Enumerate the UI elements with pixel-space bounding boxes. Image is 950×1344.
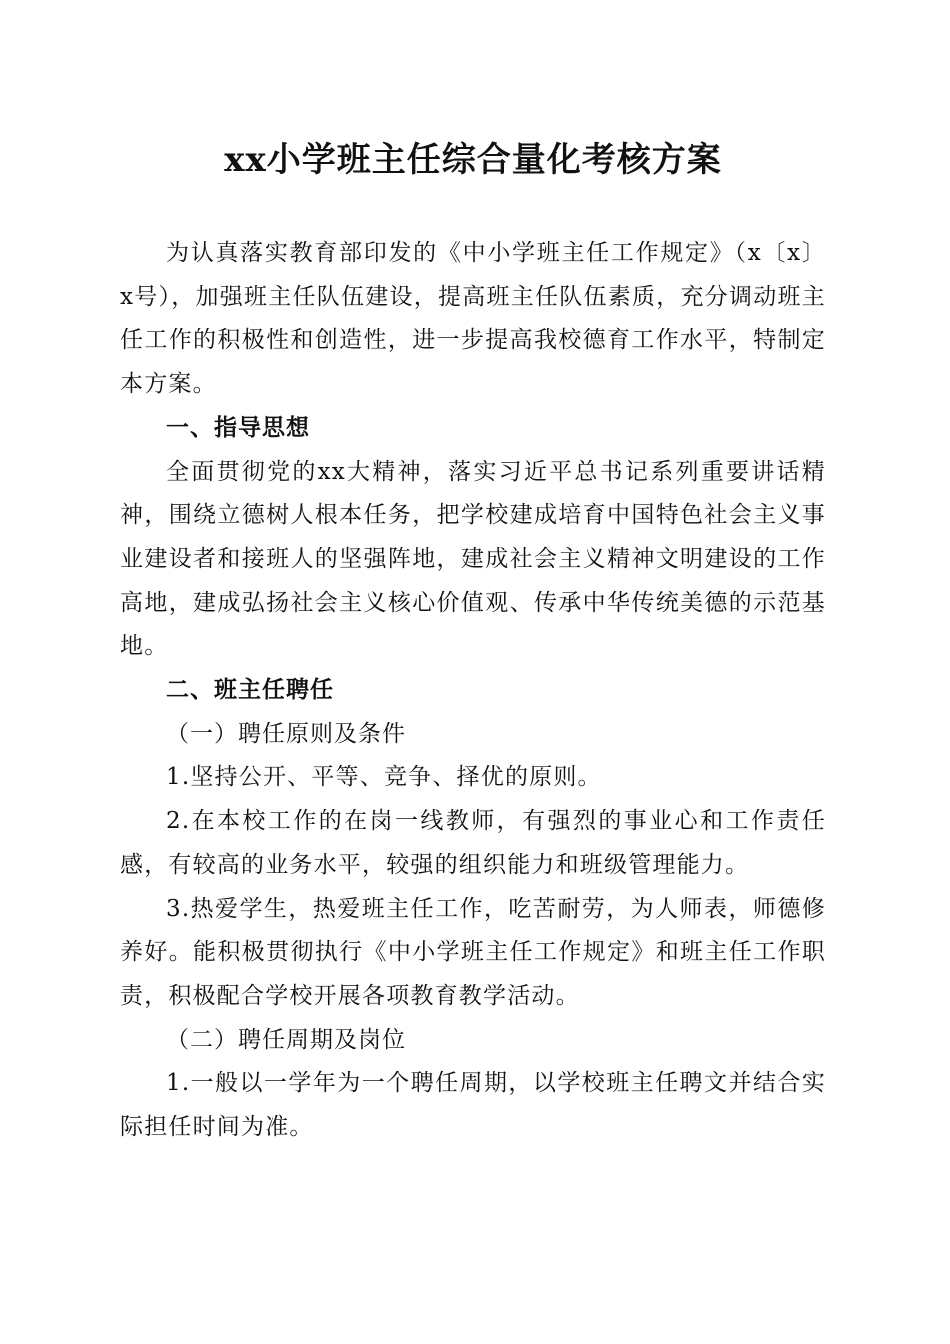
section-heading-guiding-ideology: 一、指导思想 — [166, 414, 310, 441]
subsection-heading-principles: （一）聘任原则及条件 — [166, 720, 406, 747]
document-body — [120, 232, 826, 1150]
guiding-ideology-paragraph: 全面贯彻党的xx大精神，落实习近平总书记系列重要讲话精神，围绕立德树人根本任务，把学校建成培育中国特色社会主义事业建设者和接班人的坚强阵地，建成社会主义精神文明建设的工作高地，建成弘扬社会主义核心价值观、传承中华传统美德的示范基地。 — [120, 458, 826, 660]
term-item-1: 1.一般以一学年为一个聘任周期，以学校班主任聘文并结合实际担任时间为准。 — [120, 1070, 826, 1141]
principle-item-2: 2.在本校工作的在岗一线教师，有强烈的事业心和工作责任感，有较高的业务水平，较强的组织能力和班级管理能力。 — [120, 808, 826, 878]
section-heading-appointment: 二、班主任聘任 — [166, 677, 334, 704]
principle-item-1: 1.坚持公开、平等、竞争、择优的原则。 — [166, 764, 602, 791]
principle-item-3: 3.热爱学生，热爱班主任工作，吃苦耐劳，为人师表，师德修养好。能积极贯彻执行《中小学班主任工作规定》和班主任工作职责，积极配合学校开展各项教育教学活动。 — [120, 895, 826, 1009]
intro-paragraph: 为认真落实教育部印发的《中小学班主任工作规定》（x〔x〕x号），加强班主任队伍建设，提高班主任队伍素质，充分调动班主任工作的积极性和创造性，进一步提高我校德育工作水平，特制定本方案。 — [120, 240, 826, 398]
document-title: xx小学班主任综合量化考核方案 — [224, 140, 722, 180]
document-page — [120, 0, 826, 1344]
subsection-heading-term: （二）聘任周期及岗位 — [166, 1026, 406, 1053]
